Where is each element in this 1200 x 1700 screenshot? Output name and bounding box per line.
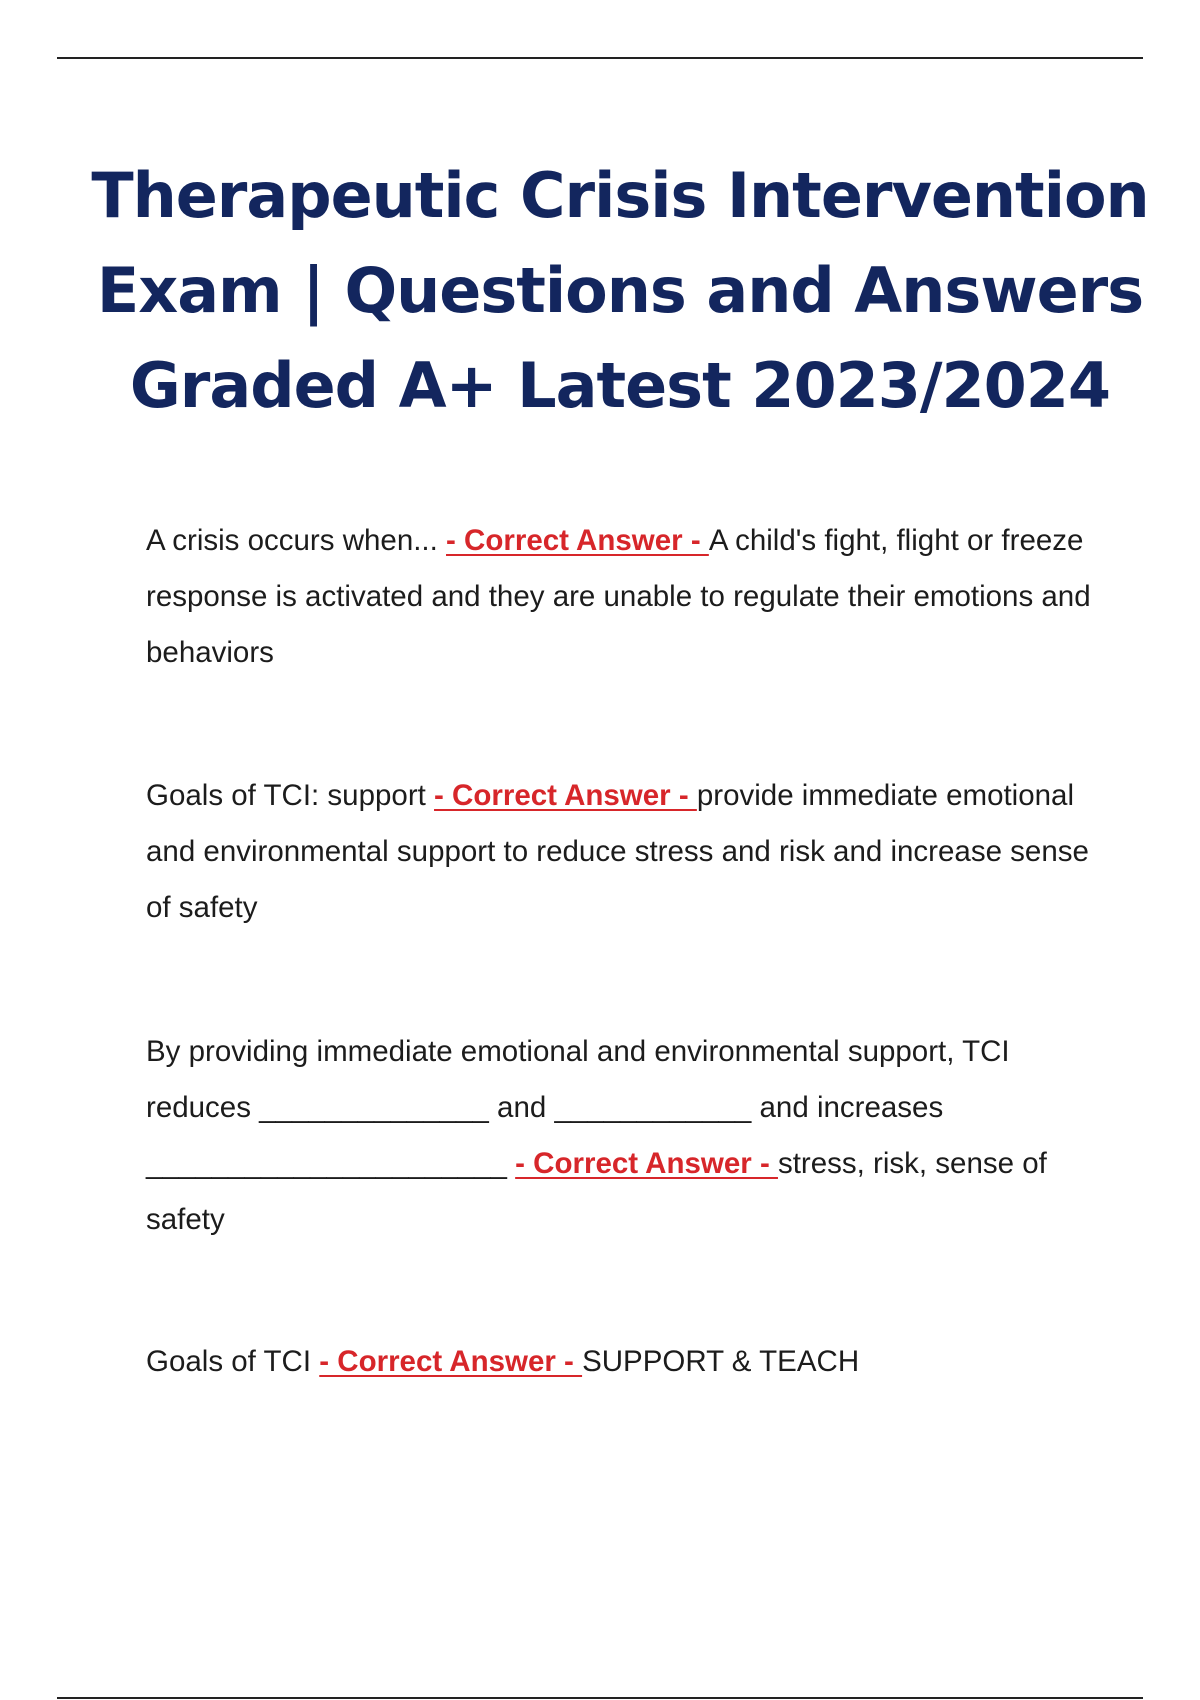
- answer-text: A child's fight, flight or freeze response is activated and they are unable to regulate their emotions and behaviors: [146, 524, 1091, 669]
- correct-answer-marker: - Correct Answer -: [434, 779, 697, 812]
- qa-item-3: [146, 1024, 1106, 1248]
- answer-text: provide immediate emotional and environmental support to reduce stress and risk and increase sense of safety: [146, 779, 1089, 924]
- qa-item-1: [146, 513, 1106, 681]
- bottom-rule: [57, 1697, 1143, 1699]
- correct-answer-marker: - Correct Answer -: [446, 524, 709, 557]
- correct-answer-marker: - Correct Answer -: [319, 1345, 583, 1378]
- qa-item-4: [146, 1334, 1106, 1390]
- answer-text: SUPPORT & TEACH: [582, 1345, 860, 1378]
- title-line-2: Exam | Questions and Answers: [96, 254, 1144, 327]
- top-rule: [57, 57, 1143, 59]
- answer-text: stress, risk, sense of safety: [146, 1147, 1047, 1236]
- qa-item-2: [146, 768, 1106, 936]
- title-line-1: Therapeutic Crisis Intervention: [91, 159, 1149, 232]
- question-text: By providing immediate emotional and environmental support, TCI reduces ______________ and ____________ and increases ______________________: [146, 1035, 1010, 1180]
- question-text: A crisis occurs when...: [146, 524, 447, 557]
- title-line-3: Graded A+ Latest 2023/2024: [129, 349, 1111, 422]
- question-text: Goals of TCI: support: [146, 779, 435, 812]
- page-title: [80, 148, 1160, 433]
- question-text: Goals of TCI: [146, 1345, 320, 1378]
- correct-answer-marker: - Correct Answer -: [515, 1147, 778, 1180]
